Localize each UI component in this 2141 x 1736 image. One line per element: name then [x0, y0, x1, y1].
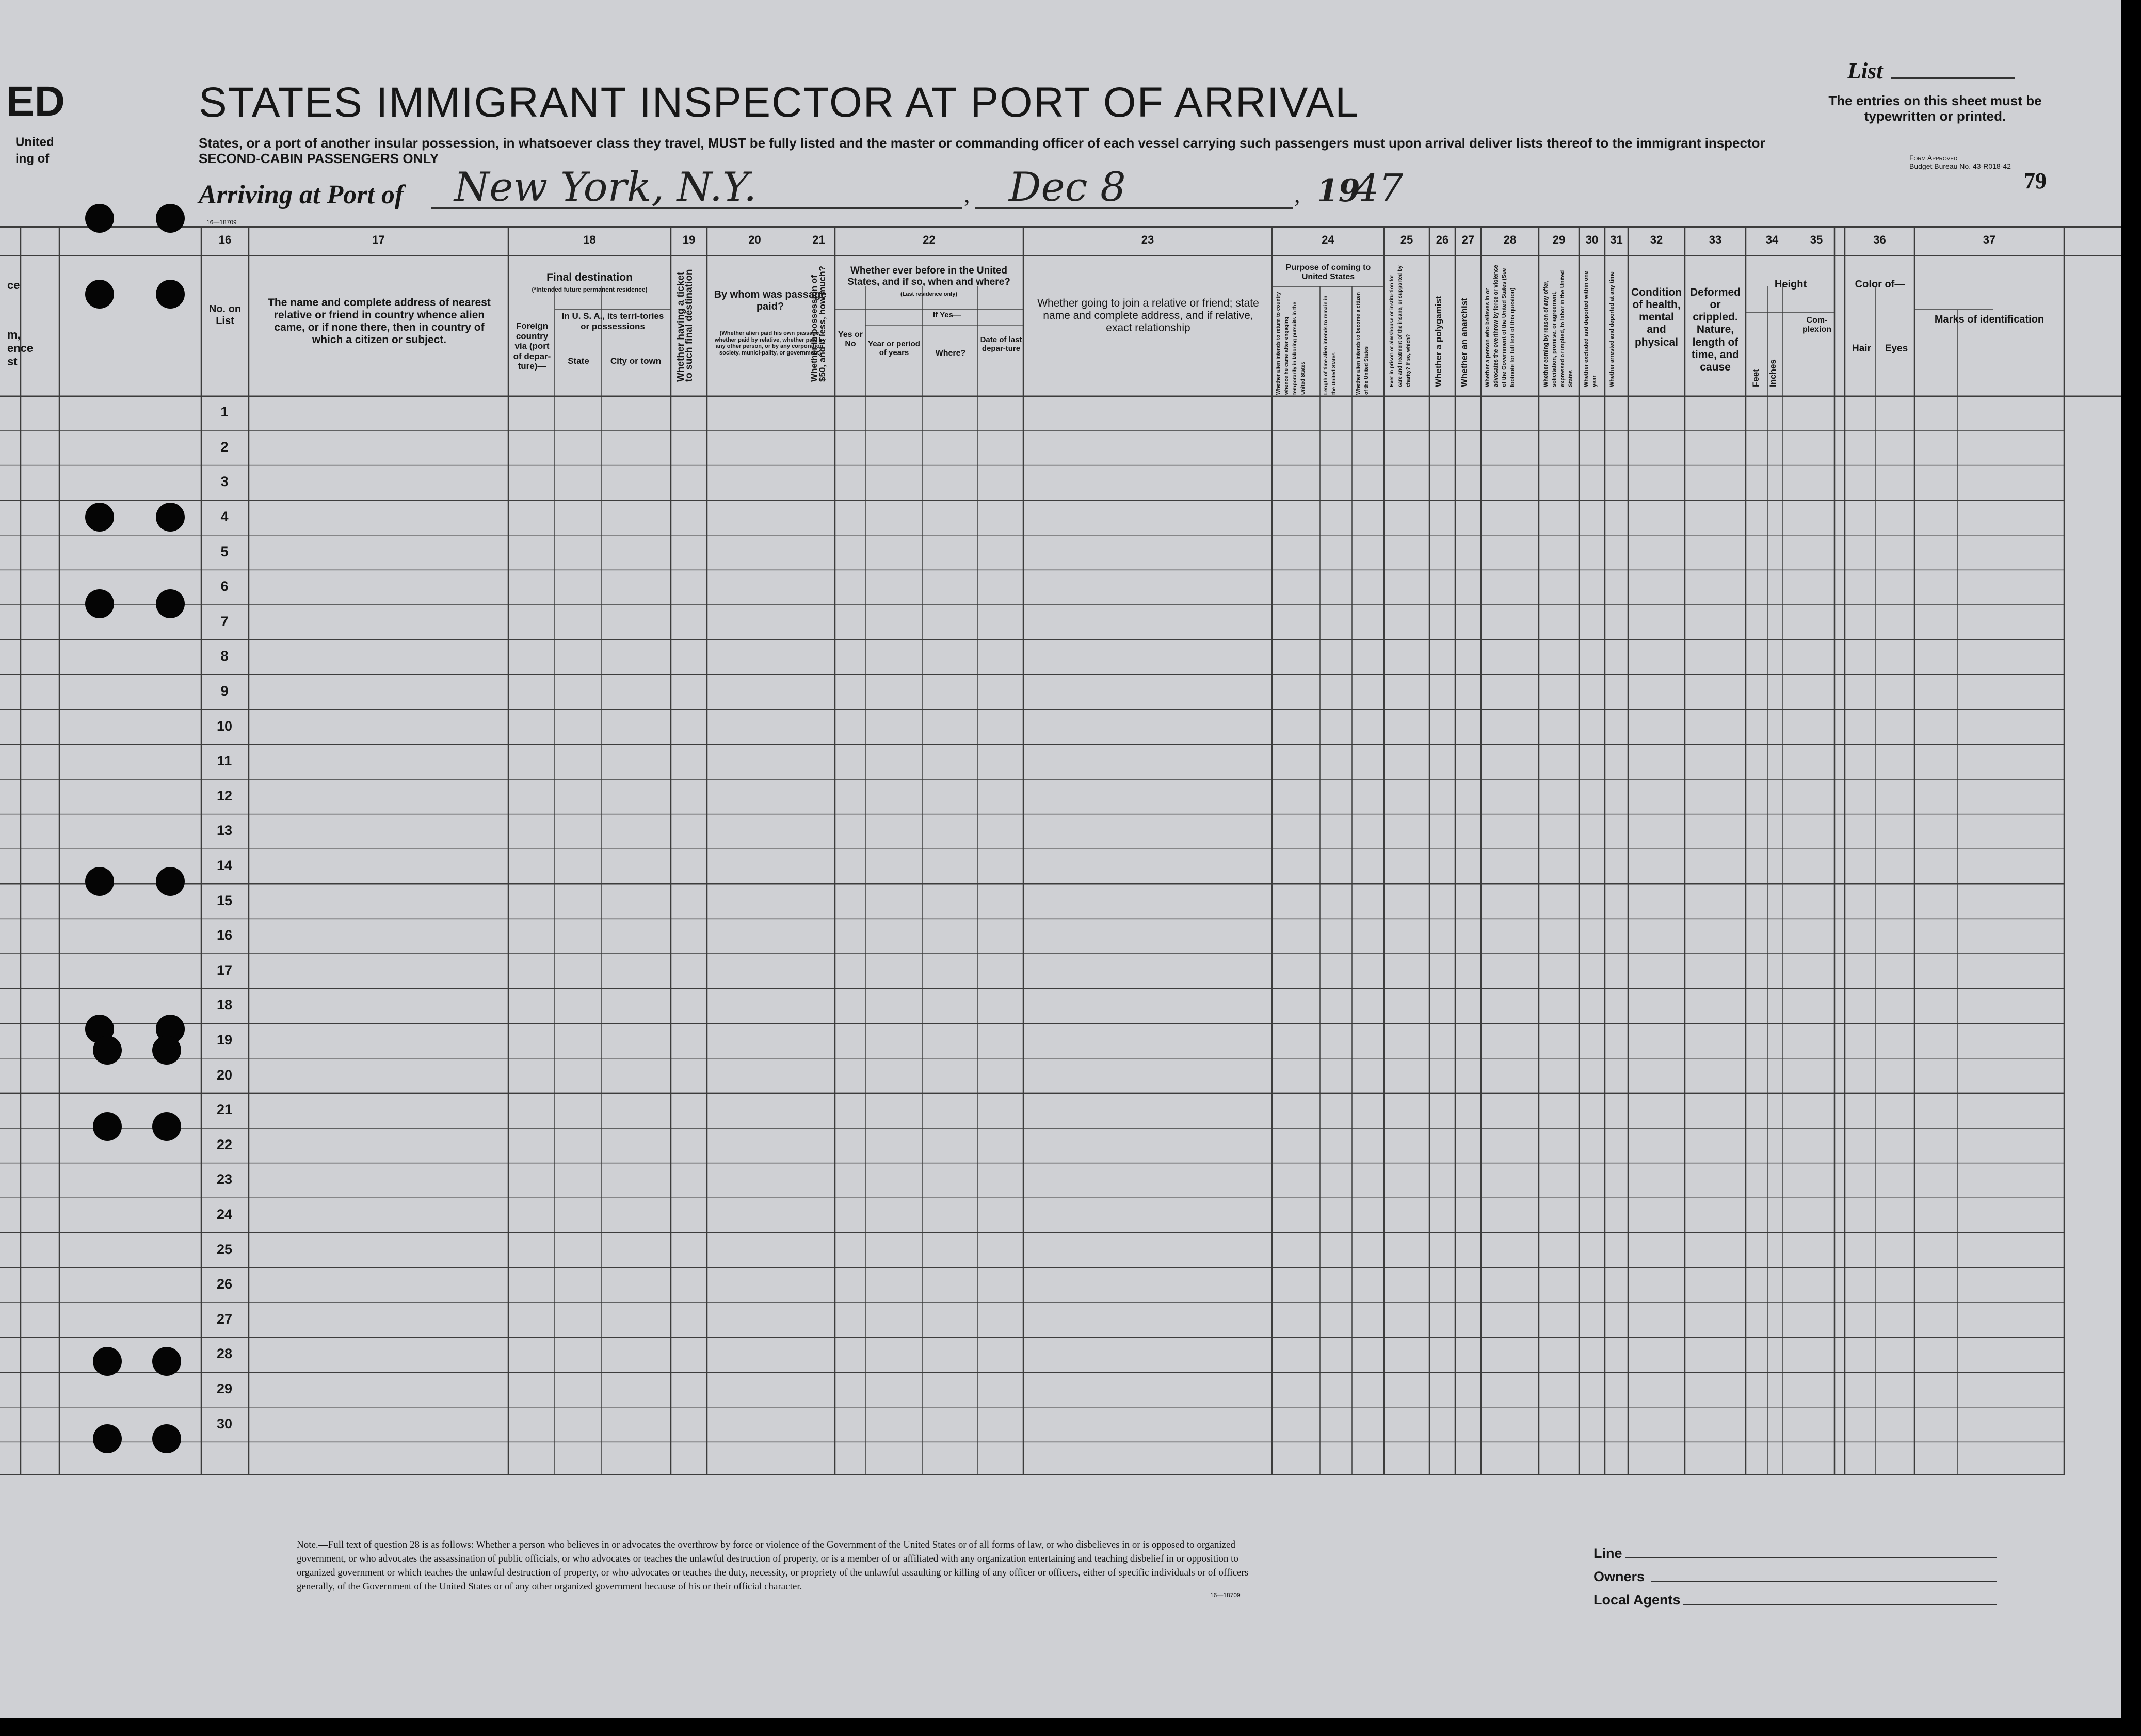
column-24-sub-b: Length of time alien intends to remain in the United States [1323, 295, 1337, 395]
list-label: List [1847, 58, 1883, 84]
print-code: 16—18709 [206, 219, 237, 226]
column-27-header: Whether an anarchist [1459, 298, 1469, 387]
row-number: 18 [216, 997, 233, 1013]
punch-hole [156, 589, 185, 618]
column-number-28: 28 [1503, 233, 1517, 246]
row-number: 2 [220, 439, 229, 455]
form-approved-label: Form Approved [1909, 154, 1958, 162]
port-handwritten: New York, N.Y. [454, 164, 757, 211]
row-number: 25 [216, 1241, 233, 1257]
row-number: 6 [220, 578, 229, 594]
column-number-36: 36 [1873, 233, 1886, 246]
column-26-header: Whether a polygamist [1434, 296, 1443, 387]
column-20-header: By whom was passage paid? [714, 289, 827, 312]
column-32-header: Condition of health, mental and physical [1631, 286, 1682, 348]
column-30-header: Whether excluded and deported within one year [1583, 271, 1598, 387]
column-24-header: Purpose of coming to United States [1285, 263, 1371, 282]
column-number-18: 18 [583, 233, 596, 246]
row-number: 5 [220, 543, 229, 559]
column-22-note: (Last residence only) [900, 291, 958, 297]
row-number: 27 [216, 1311, 233, 1327]
footer-local-agents-label: Local Agents [1593, 1592, 1681, 1608]
column-29-header: Whether coming by reason of any offer, solicitation, promise, or agreement, expressed or implied, to labor in the United States [1543, 270, 1574, 387]
column-number-33: 33 [1709, 233, 1722, 246]
edge-title-fragment: ED [6, 78, 65, 125]
edge-text-fragment: ence [7, 342, 34, 355]
row-number: 23 [216, 1171, 233, 1187]
arriving-label: Arriving at Port of [199, 180, 404, 210]
column-18-note: (*Intended future permanent residence) [532, 286, 648, 293]
row-number: 11 [217, 753, 232, 769]
column-34-header: Height [1774, 279, 1807, 290]
column-22-yes-or-no: Yes or No [838, 330, 863, 349]
punch-hole [152, 1036, 181, 1065]
row-number: 15 [216, 892, 233, 908]
column-22-years: Year or period of years [868, 340, 920, 358]
column-number-26: 26 [1436, 233, 1449, 246]
column-33-header: Deformed or crippled. Nature, length of time, and cause [1689, 286, 1741, 373]
edge-text-fragment: ing of [15, 152, 50, 166]
punch-hole [93, 1036, 122, 1065]
column-34-inches: Inches [1768, 359, 1778, 387]
punch-hole [85, 867, 114, 896]
column-number-22: 22 [923, 233, 936, 246]
row-number: 24 [216, 1207, 233, 1222]
column-number-25: 25 [1400, 233, 1413, 246]
column-16-header: No. on List [208, 303, 242, 327]
column-17-header: The name and complete address of nearest relative or friend in country whence alien came, or if none there, then in country of which a citizen or subject. [268, 297, 491, 346]
form-title: STATES IMMIGRANT INSPECTOR AT PORT OF ARRIVAL [199, 79, 1360, 126]
edge-text-fragment: ce [7, 279, 20, 292]
footnote-question-28: Note.—Full text of question 28 is as follows: Whether a person who believes in or advocates the overthrow by force or violence of the Government of the United States or of all forms of law, or who disbelieves in or is opposed to organized government, or who advocates the assassination of public officials, or who advocates or teaches the unlawful destruction of property, or is a member of or affiliated with any organization entertaining and teaching disbelief in or opposition to organized government or which teaches the unlawful destruction of property, or who advocates or teaches the duty, necessity, or propriety of the unlawful assaulting or killing of any officer or officers, either of specific individuals or of officers generally, of the Government of the United States or of any other organized government because of his or their official character. [297, 1539, 1249, 1592]
form-instructions: States, or a port of another insular possession, in whatsoever class they travel, MUST be fully listed and the master or commanding officer of each vessel carrying such passengers must upon arrival deliver lists thereof to the immigrant inspector [199, 135, 1765, 151]
column-24-sub-a: Whether alien intends to return to country whence he came after engaging temporarily in laboring pursuits in the United States [1276, 292, 1306, 395]
row-number: 12 [216, 787, 233, 803]
row-number: 30 [216, 1416, 233, 1432]
edge-text-fragment: m, [7, 328, 21, 341]
footer-local-agents-underline [1683, 1604, 1997, 1605]
column-21-header: Whether in possession of $50, and if less, how much? [809, 266, 827, 382]
footer-owners-underline [1651, 1581, 1997, 1582]
column-number-20: 20 [748, 233, 761, 246]
column-24-sub-c: Whether alien intends to become a citizen of the United States [1356, 292, 1370, 395]
row-number: 21 [216, 1102, 233, 1118]
row-number: 29 [216, 1381, 233, 1396]
row-number: 1 [220, 404, 229, 420]
column-number-16: 16 [218, 233, 232, 246]
column-35-header: Com-plexion [1802, 316, 1831, 334]
punch-hole [156, 204, 185, 233]
column-36-eyes: Eyes [1885, 343, 1908, 354]
column-number-27: 27 [1461, 233, 1475, 246]
footer-owners-label: Owners [1593, 1569, 1645, 1584]
row-number: 20 [216, 1067, 233, 1083]
punch-hole [156, 503, 185, 532]
row-number: 26 [216, 1276, 233, 1292]
budget-bureau: Budget Bureau No. 43-R018-42 [1909, 162, 2011, 170]
row-number: 22 [216, 1136, 233, 1152]
year-handwritten: 47 [1355, 166, 1404, 211]
sheet-number: 79 [2024, 168, 2047, 194]
footer-code: 16—18709 [1210, 1592, 1241, 1599]
column-number-24: 24 [1322, 233, 1334, 246]
column-18-in-usa: In U. S. A., its terri-tories or possessions [561, 311, 664, 331]
column-36-hair: Hair [1852, 343, 1871, 354]
column-number-37: 37 [1983, 233, 1996, 246]
punch-hole [93, 1424, 122, 1453]
column-34-feet: Feet [1751, 369, 1761, 387]
column-23-header: Whether going to join a relative or friend; state name and complete address, and if relative, exact relationship [1037, 297, 1259, 334]
row-number: 28 [216, 1346, 233, 1362]
column-number-32: 32 [1650, 233, 1663, 246]
column-19-header: Whether having a ticket to such final destination [675, 269, 695, 382]
column-22-if-yes: If Yes— [933, 311, 961, 319]
punch-hole [156, 280, 185, 309]
column-number-31: 31 [1610, 233, 1623, 246]
column-number-29: 29 [1552, 233, 1566, 246]
column-number-30: 30 [1585, 233, 1599, 246]
column-18-foreign-country: Foreign country via (port of depar-ture)— [513, 321, 551, 372]
punch-hole [85, 503, 114, 532]
edge-text-fragment: United [15, 135, 54, 149]
column-number-19: 19 [682, 233, 696, 246]
column-20-note: (Whether alien paid his own passage, whether paid by relative, whether paid by any other person, or by any corporation, society, munici-pality, or government) [714, 330, 826, 356]
column-18-city: City or town [610, 356, 662, 366]
row-number: 17 [216, 962, 233, 978]
column-18-header: Final destination [546, 271, 633, 283]
edge-text-fragment: st [7, 355, 18, 368]
punch-hole [156, 867, 185, 896]
column-number-21: 21 [812, 233, 825, 246]
column-25-header: Ever in prison or almshouse or institu-tion for care and treatment of the insane, or supported by charity? If so, which? [1389, 265, 1411, 387]
column-37-header: Marks of identification [1934, 314, 2045, 325]
punch-hole [152, 1424, 181, 1453]
column-31-header: Whether arrested and deported at any time [1609, 271, 1615, 387]
manifest-sheet: ED United ing of ce m, ence st STATES IMMIGRANT INSPECTOR AT PORT OF ARRIVAL States, or a port of another insular possession, in whatsoever class they travel, MUST be fully listed and the master or commanding officer of each vessel carrying such passengers must upon arrival deliver lists thereof to the immigrant inspector SECOND-CABIN PASSENGERS ONLY Arriving at Port of New York, N.Y. , Dec 8 , 19 47 List The entries on this sheet must be typewritten or printed. Form Approved Budget Bureau No. 43-R018-42 79 16—18709 16 17 18 19 20 21 22 23 24 25 26 27 28 29 30 31 32 33 34 35 36 37 No. on List The name and complete address of nearest relative or friend in country whence alien came, or if none there, then in country of which a citizen or subject. Final destination (*Intended future permanent residence) Foreign country via (port of depar-ture)— In U. S. A., its terri-tories or possessions State City or town Whether having a ticket to such final destination By whom was passage paid? (Whether alien paid his own passage, whether paid by relative, whether paid by any other person, or by any corporation, society, munici-pality, or government) Whether in possession of $50, and if less, how much? Whether ever before in the United States, and if so, when and where? (Last residence only) If Yes— Yes or No Year or period of years Where? Date of last depar-ture Whether going to join a relative or friend; state name and complete address, and if relative, exact relationship Purpose of coming to United States Whether alien intends to return to country whence he came after engaging temporarily in laboring pursuits in the United States Length of time alien intends to remain in the United States Whether alien intends to become a citizen of the United States Ever in prison or almshouse or institu-tion for care and treatment of the insane, or supported by charity? If so, which? Whether a polygamist Whether an anarchist Whether a person who believes in or advocates the overthrow by force or violence of the Government of the United States (See footnote for full text of this question) Whether coming by reason of any offer, solicitation, promise, or agreement, expressed or implied, to labor in the United States Whether excluded and deported within one year Whether arrested and deported at any time Condition of health, mental and physical Deformed or crippled. Nature, length of time, and cause Height Feet Inches Com-plexion Color of— Hair Eyes Marks of identification 1 2 3 4 5 6 7 8 9 10 11 12 13 14 15 16 17 18 19 20 21 22 23 24 25 26 27 28 29 30 Note.—Full text of question 28 is as follows: Whether a person who believes in or advocates the overthrow by force or violence of the Government of the United States or of all forms of law, or who disbelieves in or is opposed to organized government, or who advocates the assassination of public officials, or who advocates or teaches the unlawful destruction of property, or is a member of or affiliated with any organization entertaining and teaching disbelief in or opposition to organized government or which teaches the unlawful destruction of property, or who advocates or teaches the duty, necessity, or propriety of the unlawful assaulting or killing of any officer or officers, either of specific individuals or of officers generally, of the Government of the United States or of any other organized government because of his or their official character. 16—18709 Line Owners Local Agents [0, 0, 2121, 1718]
row-number: 7 [220, 613, 229, 629]
punch-hole [93, 1112, 122, 1141]
punch-hole [85, 204, 114, 233]
row-number: 19 [216, 1032, 233, 1048]
row-number: 13 [216, 823, 233, 839]
column-36-header: Color of— [1855, 279, 1905, 290]
row-number: 8 [220, 648, 229, 664]
year-prefix: 19 [1317, 173, 1360, 209]
punch-hole [85, 280, 114, 309]
column-22-header: Whether ever before in the United States, and if so, when and where? [847, 265, 1010, 287]
column-22-date: Date of last depar-ture [980, 335, 1022, 353]
passenger-class: SECOND-CABIN PASSENGERS ONLY [199, 151, 439, 166]
column-number-34: 34 [1765, 233, 1779, 246]
column-number-23: 23 [1141, 233, 1154, 246]
row-number: 9 [220, 683, 229, 699]
row-number: 14 [216, 858, 233, 873]
typewritten-note: The entries on this sheet must be typewritten or printed. [1828, 93, 2042, 124]
row-number: 3 [220, 474, 229, 490]
row-number: 4 [220, 509, 229, 524]
punch-hole [93, 1347, 122, 1376]
punch-hole [85, 589, 114, 618]
column-22-where: Where? [935, 349, 966, 358]
punch-hole [152, 1112, 181, 1141]
column-18-state: State [568, 356, 589, 366]
punch-hole [152, 1347, 181, 1376]
footer-line-label: Line [1593, 1546, 1622, 1561]
column-28-header: Whether a person who believes in or advocates the overthrow by force or violence of the Government of the United States (See footnote for full text of this question) [1485, 265, 1516, 387]
row-number: 10 [216, 718, 233, 734]
column-number-17: 17 [372, 233, 385, 246]
column-number-35: 35 [1810, 233, 1823, 246]
footer-line-underline [1625, 1557, 1997, 1558]
row-number: 16 [216, 927, 233, 943]
date-handwritten: Dec 8 [1009, 164, 1126, 211]
